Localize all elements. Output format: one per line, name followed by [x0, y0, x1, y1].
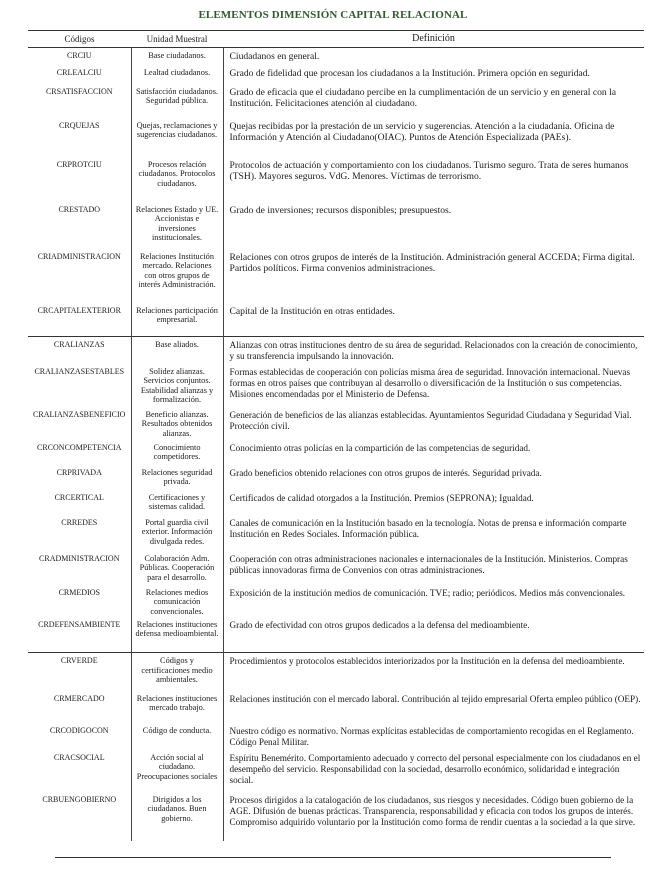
row-definition: Relaciones institución con el mercado laboral. Contribución al tejido empresarial Oferta empleo público (OEP). — [229, 693, 641, 704]
row-unit: Solidez alianzas. Servicios conjuntos. Estabilidad alianzas y formalización. — [131, 364, 223, 407]
table-row — [28, 157, 644, 202]
table-row — [28, 723, 644, 750]
row-code: CRCAPITALEXTERIOR — [37, 305, 121, 315]
row-unit: Quejas, reclamaciones y sugerencias ciudadanos. — [131, 118, 223, 157]
row-definition: Espíritu Benemérito. Comportamiento adecuado y correcto del personal especialmente con los ciudadanos en el desempeño del servicio. Responsabilidad con la sociedad, desarrollo económico, solidaridad e integración social. — [229, 752, 641, 785]
table-row — [28, 465, 644, 490]
table-row — [28, 364, 644, 407]
row-unit: Lealtad ciudadanos. — [131, 65, 223, 84]
row-unit: Relaciones seguridad privada. — [131, 465, 223, 490]
table-row — [28, 249, 644, 303]
row-unit: Base ciudadanos. — [131, 48, 223, 65]
table-row — [28, 118, 644, 157]
row-code: CRMERCADO — [53, 693, 105, 703]
row-code: CRDEFENSAMBIENTE — [38, 619, 121, 629]
table-body — [28, 48, 644, 841]
table-row — [28, 792, 644, 841]
row-definition: Grado de eficacia que el ciudadano percibe en la cumplimentación de un servicio y en general con la Institución. Felicitaciones atención al ciudadano. — [229, 86, 617, 109]
row-code: CRIADMINISTRACION — [37, 251, 121, 261]
row-code: CRPROTCIU — [56, 159, 102, 169]
row-definition: Cooperación con otras administraciones nacionales e internacionales de la Institución. Ministerios. Compras públicas innovadoras firma de Convenios con otras administraciones. — [229, 553, 628, 575]
header-definition: Definición — [223, 31, 644, 48]
bottom-rule — [55, 857, 611, 858]
table-row — [28, 48, 644, 65]
row-code: CRCERTICAL — [54, 492, 104, 502]
table-row — [28, 202, 644, 249]
row-code: CRALIANZASESTABLES — [34, 366, 125, 376]
row-code: CRACSOCIAL — [53, 752, 105, 762]
row-unit: Relaciones medios comunicación convencionales. — [131, 585, 223, 617]
header-unit: Unidad Muestral — [131, 31, 223, 48]
table-row — [28, 691, 644, 723]
row-definition: Formas establecidas de cooperación con policías misma área de seguridad. Innovación internacional. Nuevas formas en otros países que contribuyan al desarrollo o diversificación de la Institución o sus competencias. Misiones encomendadas por el Ministerio de Defensa. — [229, 366, 631, 399]
row-definition: Procedimientos y protocolos establecidos interiorizados por la Institución en la defensa del medioambiente. — [223, 653, 644, 691]
row-definition: Relaciones con otros grupos de interés de la Institución. Administración general ACCEDA; Firma digital. Partidos políticos. Firma convenios administraciones. — [229, 251, 635, 274]
row-unit: Beneficio alianzas. Resultados obtenidos alianzas. — [131, 407, 223, 440]
row-definition: Generación de beneficios de las alianzas establecidas. Ayuntamientos Seguridad Ciudadana y Seguridad Vial. Protección civil. — [229, 409, 632, 431]
row-unit: Procesos relación ciudadanos. Protocolos ciudadanos. — [131, 157, 223, 202]
row-code: CRSATISFACCION — [45, 86, 113, 96]
row-code: CRMEDIOS — [58, 587, 100, 597]
row-code: CRALIANZAS — [28, 337, 131, 364]
table-header-row — [28, 31, 644, 48]
row-definition: Capital de la Institución en otras entidades. — [229, 305, 395, 317]
row-unit: Dirigidos a los ciudadanos. Buen gobierno. — [131, 792, 223, 841]
row-code: CRCODIGOCON — [49, 725, 109, 735]
row-code: CRCONCOMPETENCIA — [37, 442, 122, 452]
row-definition: Grado de inversiones; recursos disponibles; presupuestos. — [229, 204, 452, 216]
table-row — [28, 551, 644, 585]
table-row — [28, 303, 644, 337]
row-code: CRREDES — [61, 517, 98, 527]
row-unit: Acción social al ciudadano. Preocupaciones sociales — [131, 750, 223, 792]
row-code: CRADMINISTRACION — [39, 553, 120, 563]
row-unit: Relaciones instituciones defensa medioambiental. — [131, 617, 223, 653]
table-row — [28, 490, 644, 515]
row-definition: Grado de efectividad con otros grupos dedicados a la defensa del medioambiente. — [229, 619, 530, 630]
row-code: CRPRIVADA — [56, 467, 102, 477]
table-row — [28, 585, 644, 617]
row-unit: Código de conducta. — [131, 723, 223, 750]
row-definition: Exposición de la institución medios de comunicación. TVE; radio; periódicos. Medios más convencionales. — [229, 587, 626, 598]
row-code: CRVERDE — [28, 653, 131, 691]
row-unit: Certificaciones y sistemas calidad. — [131, 490, 223, 515]
row-definition: Grado de fidelidad que procesan los ciudadanos a la Institución. Primera opción en seguridad. — [229, 67, 590, 79]
row-code: CRBUENGOBIERNO — [42, 794, 117, 804]
row-definition: Procesos dirigidos a la catalogación de los ciudadanos, sus riesgos y necesidades. Código buen gobierno de la AGE. Difusión de buenas prácticas. Transparencia, responsabilidad y eficacia con todos los grupos de interés. Compromiso adquirido voluntario por la Institución como forma de rendir cuentas a la sociedad a la que sirve. — [229, 794, 636, 827]
row-code: CRQUEJAS — [59, 120, 100, 130]
row-definition: Canales de comunicación en la Institución basado en la tecnología. Notas de prensa e información comparte Institución en Redes Sociales. Información pública. — [229, 517, 627, 539]
row-code: CRESTADO — [58, 204, 101, 214]
relational-capital-table — [28, 30, 644, 841]
row-code: CRALIANZASBENEFICIO — [33, 409, 126, 419]
row-definition: Alianzas con otras instituciones dentro de su área de seguridad. Relacionados con la creación de conocimiento, y su transferencia impulsando la innovación. — [223, 337, 644, 364]
row-unit: Relaciones Estado y UE. Accionistas e inversiones institucionales. — [131, 202, 223, 249]
table-row — [28, 440, 644, 465]
row-definition: Certificados de calidad otorgados a la Institución. Premios (SEPRONA); Igualdad. — [229, 492, 534, 503]
table-row — [28, 337, 644, 364]
row-definition: Nuestro código es normativo. Normas explícitas establecidas de comportamiento recogidas en el Reglamento. Código Penal Militar. — [229, 725, 634, 747]
row-definition: Ciudadanos en general. — [229, 51, 320, 62]
row-code: CRCIU — [67, 51, 92, 60]
header-codes: Códigos — [28, 31, 131, 48]
row-unit: Colaboración Adm. Públicas. Cooperación para el desarrollo. — [131, 551, 223, 585]
row-unit: Relaciones instituciones mercado trabajo. — [131, 691, 223, 723]
table-row — [28, 653, 644, 691]
row-definition: Quejas recibidas por la prestación de un servicio y sugerencias. Atención a la ciudadanía. Oficina de Información y Atención al Ciudadano(OIAC). Puntos de Atención Especializada (PAEs). — [229, 120, 615, 143]
row-definition: Conocimiento otras policías en la compartición de las competencias de seguridad. — [229, 442, 531, 453]
row-unit: Conocimiento competidores. — [131, 440, 223, 465]
table-row — [28, 407, 644, 440]
row-unit: Satisfacción ciudadanos. Seguridad pública. — [131, 84, 223, 118]
row-unit: Relaciones Institución mercado. Relaciones con otros grupos de interés Administración. — [131, 249, 223, 303]
table-row — [28, 617, 644, 653]
row-code: CRLEALCIU — [56, 67, 102, 77]
table-row — [28, 65, 644, 84]
row-definition: Protocolos de actuación y comportamiento con los ciudadanos. Turismo seguro. Trata de seres humanos (TSH). Mayores seguros. VdG. Menores. Víctimas de terrorismo. — [229, 159, 629, 182]
table-row — [28, 84, 644, 118]
table-row — [28, 515, 644, 551]
row-unit: Portal guardia civil exterior. Información divulgada redes. — [131, 515, 223, 551]
row-unit: Base aliados. — [131, 337, 223, 364]
table-title: ELEMENTOS DIMENSIÓN CAPITAL RELACIONAL — [198, 9, 468, 21]
row-unit: Relaciones participación empresarial. — [131, 303, 223, 337]
row-definition: Grado beneficios obtenido relaciones con otros grupos de interés. Seguridad privada. — [229, 467, 542, 478]
row-unit: Códigos y certificaciones medio ambientales. — [131, 653, 223, 691]
table-row — [28, 750, 644, 792]
